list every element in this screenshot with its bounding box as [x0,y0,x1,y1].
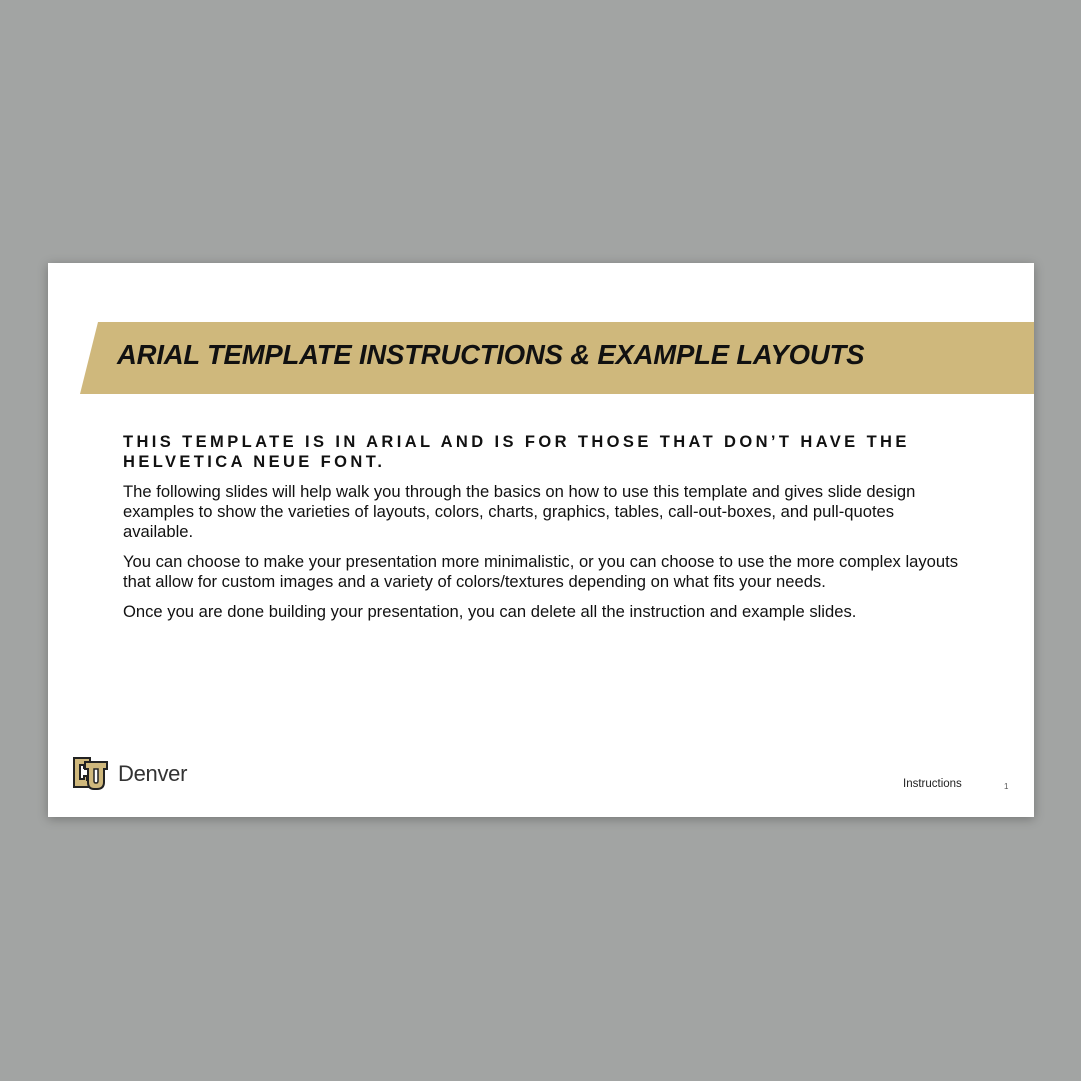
footer-section-label: Instructions [903,778,962,790]
logo-text: Denver [118,760,188,786]
slide-subheading: THIS TEMPLATE IS IN ARIAL AND IS FOR THOSE THAT DON’T HAVE THE HELVETICA NEUE FONT. [123,433,910,471]
body-paragraph: Once you are done building your presentation, you can delete all the instruction and example slides. [123,602,857,621]
page-number: 1 [1004,782,1009,791]
slide-title: ARIAL TEMPLATE INSTRUCTIONS & EXAMPLE LAYOUTS [117,339,865,370]
slide [48,263,1034,817]
cu-logo-icon [72,756,109,791]
cu-denver-logo [72,756,187,791]
slide-body [123,482,963,632]
body-paragraph: The following slides will help walk you through the basics on how to use this template and gives slide design examples to show the varieties of layouts, colors, charts, graphics, tables, call-out-boxes, and pull-quotes available. [123,482,916,541]
body-paragraph: You can choose to make your presentation more minimalistic, or you can choose to use the more complex layouts that allow for custom images and a variety of colors/textures depending on what fits your needs. [123,552,959,591]
